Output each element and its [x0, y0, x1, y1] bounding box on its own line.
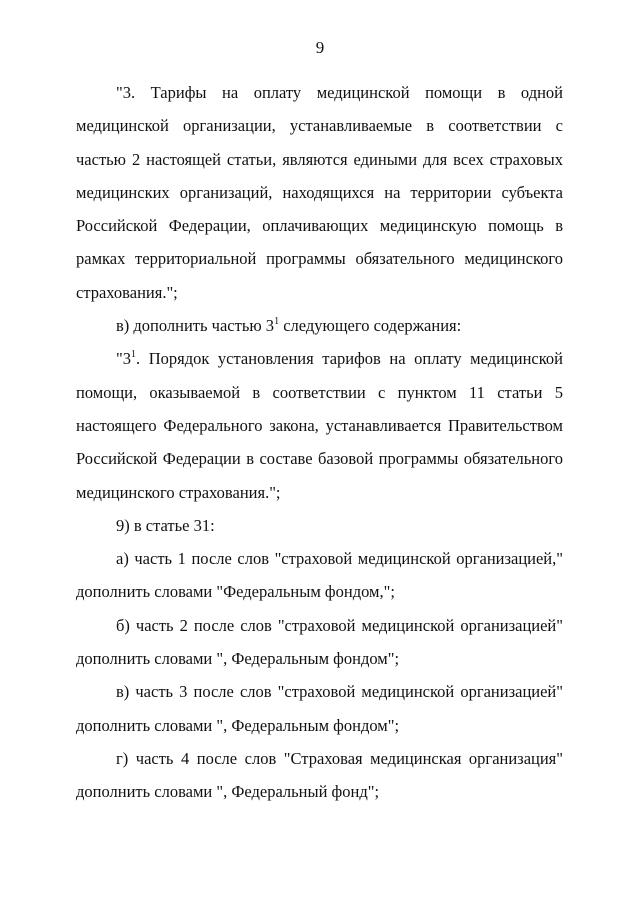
- paragraph-part-1: а) часть 1 после слов "страховой медицинской организацией," дополнить словами "Федеральным фондом,";: [76, 549, 563, 602]
- paragraph-tariff-procedure: [76, 342, 563, 508]
- superscript-marker: 1: [274, 315, 280, 327]
- paragraph-part-4: г) часть 4 после слов "Страховая медицинская организация" дополнить словами ", Федеральный фонд";: [76, 748, 563, 802]
- paragraph-add-part-3-1-tail: следующего содержания:: [279, 316, 462, 336]
- paragraph-add-part-3-1: [76, 309, 563, 342]
- page-number: 9: [315, 38, 325, 57]
- paragraph-add-part-3-1-text: в) дополнить частью 3: [116, 316, 275, 336]
- paragraph-tariff-procedure-lead: "3: [116, 349, 131, 369]
- superscript-marker: 1: [131, 348, 136, 360]
- paragraph-tariffs-uniform: "3. Тарифы на оплату медицинской помощи в одной медицинской организации, устанавливаемые в соответствии с частью 2 настоящей статьи, являются едиными для всех страховых медицинских организаций, находящихся на территории субъекта Российской Федерации, оплачивающих медицинскую помощь в рамках территориальной программы обязательного медицинского страхования.";: [76, 83, 563, 302]
- paragraph-part-3: в) часть 3 после слов "страховой медицинской организацией" дополнить словами ", Федеральным фондом";: [76, 682, 563, 735]
- paragraph-part-2: б) часть 2 после слов "страховой медицинской организацией" дополнить словами ", Федеральным фондом";: [76, 615, 563, 669]
- document-body: [76, 76, 563, 809]
- paragraph-tariff-procedure-text: . Порядок установления тарифов на оплату медицинской помощи, оказываемой в соответствии с пунктом 11 статьи 5 настоящего Федерального закона, устанавливается Правительством Российской Федерации в составе базовой программы обязательного медицинского страхования.";: [76, 349, 563, 502]
- paragraph-article-31: 9) в статье 31:: [116, 515, 215, 535]
